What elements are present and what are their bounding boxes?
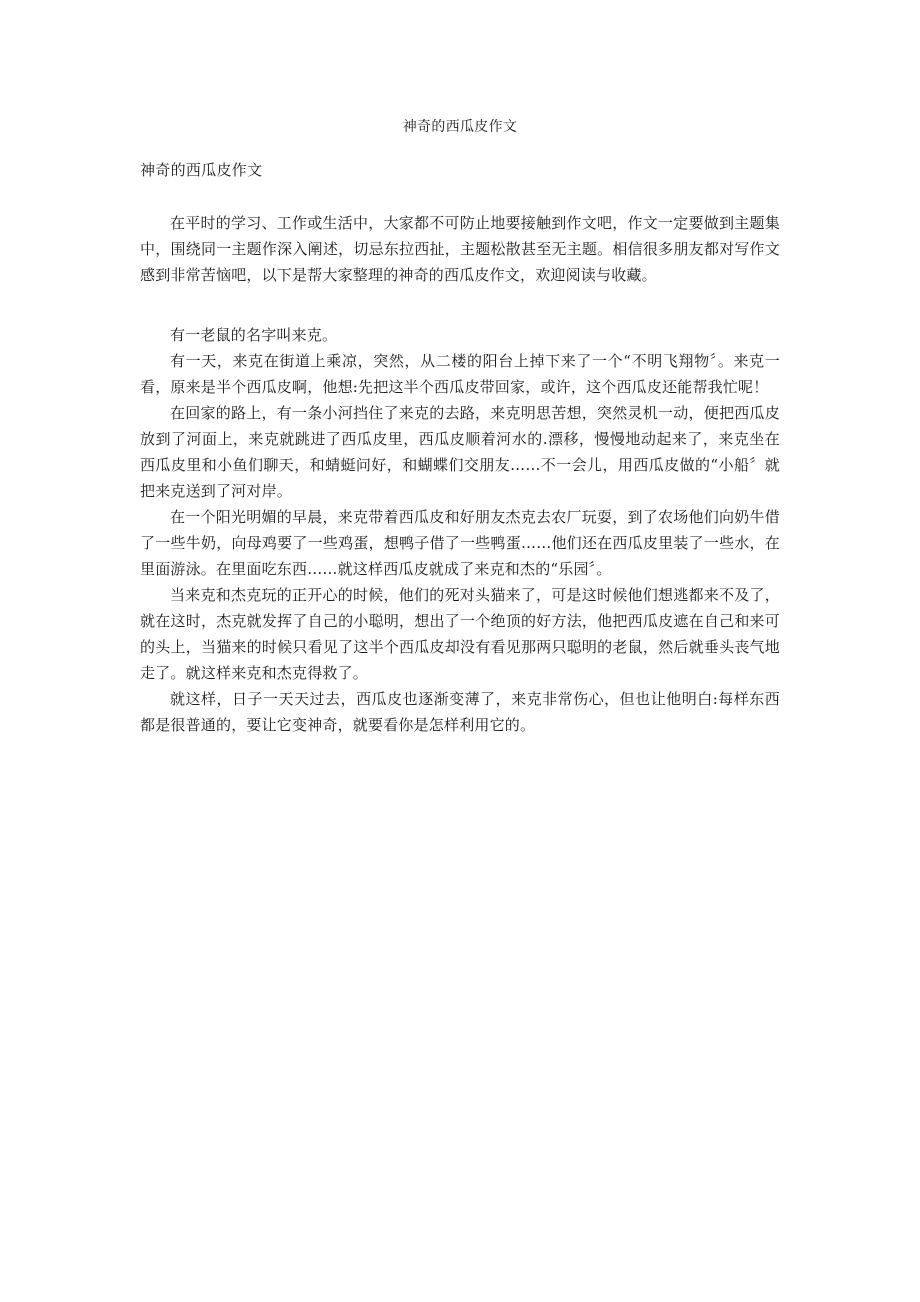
intro-section (140, 210, 780, 288)
document-subtitle: 神奇的西瓜皮作文 (140, 161, 263, 179)
document-title: 神奇的西瓜皮作文 (402, 119, 518, 135)
story-paragraph-5: 当来克和杰克玩的正开心的时候，他们的死对头猫来了，可是这时候他们想逃都来不及了，就在这时，杰克就发挥了自己的小聪明，想出了一个绝顶的好方法，他把西瓜皮遮在自己和来可的头上，当猫来的时候只看见了这半个西瓜皮却没有看见那两只聪明的老鼠，然后就垂头丧气地走了。就这样来克和杰克得救了。 (140, 586, 780, 682)
story-paragraph-6: 就这样，日子一天天过去，西瓜皮也逐渐变薄了，来克非常伤心，但也让他明白:每样东西都是很普通的，要让它变神奇，就要看你是怎样利用它的。 (140, 690, 780, 734)
story-paragraph-2: 有一天，来克在街道上乘凉，突然，从二楼的阳台上掉下来了一个“不明飞翔物〞。来克一看，原来是半个西瓜皮啊，他想:先把这半个西瓜皮带回家，或许，这个西瓜皮还能帮我忙呢！ (140, 352, 780, 396)
story-paragraph-3: 在回家的路上，有一条小河挡住了来克的去路，来克明思苦想，突然灵机一动，便把西瓜皮放到了河面上，来克就跳进了西瓜皮里，西瓜皮顺着河水的.漂移，慢慢地动起来了，来克坐在西瓜皮里和小鱼们聊天，和蜻蜓问好，和蝴蝶们交朋友……不一会儿，用西瓜皮做的“小船〞就把来克送到了河对岸。 (140, 404, 780, 500)
story-paragraph-1: 有一老鼠的名字叫来克。 (170, 326, 338, 344)
intro-paragraph: 在平时的学习、工作或生活中，大家都不可防止地要接触到作文吧，作文一定要做到主题集中，围绕同一主题作深入阐述，切忌东拉西扯，主题松散甚至无主题。相信很多朋友都对写作文感到非常苦恼吧，以下是帮大家整理的神奇的西瓜皮作文，欢迎阅读与收藏。 (140, 214, 780, 284)
story-section (140, 322, 780, 738)
story-paragraph-4: 在一个阳光明媚的早晨，来克带着西瓜皮和好朋友杰克去农厂玩耍，到了农场他们向奶牛借了一些牛奶，向母鸡要了一些鸡蛋，想鸭子借了一些鸭蛋……他们还在西瓜皮里装了一些水，在里面游泳。在里面吃东西……就这样西瓜皮就成了来克和杰的“乐园〞。 (140, 508, 780, 578)
